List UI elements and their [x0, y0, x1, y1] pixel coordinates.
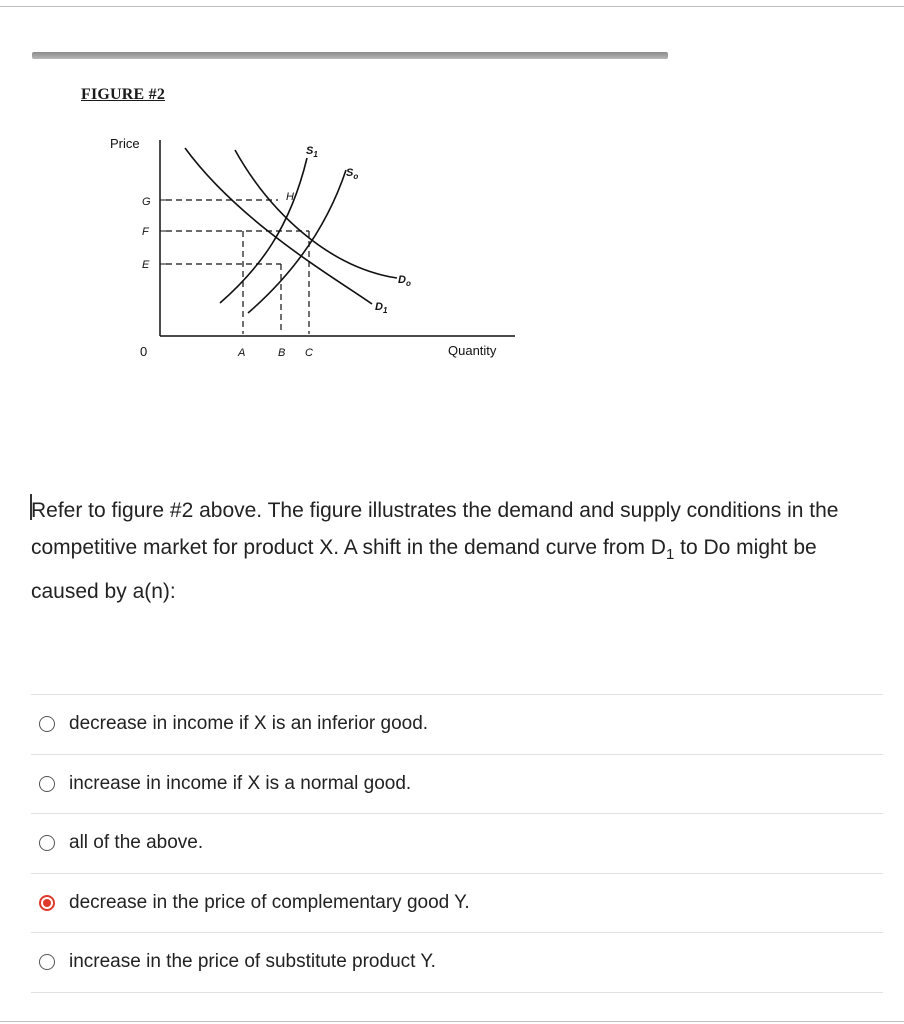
bottom-divider — [0, 1021, 904, 1022]
quantity-axis-label: Quantity — [448, 343, 497, 358]
option-2[interactable] — [31, 755, 883, 815]
option-label: decrease in income if X is an inferior good. — [69, 713, 429, 735]
supply-demand-figure — [100, 128, 530, 368]
figure-header-bar — [32, 52, 668, 59]
s0-label: $S_o$ — [346, 167, 359, 181]
price-axis-label: Price — [110, 136, 140, 151]
price-level-e: E — [142, 259, 150, 271]
option-label: increase in the price of substitute product Y. — [69, 951, 436, 973]
quantity-level-b: B — [278, 347, 286, 359]
top-divider — [0, 6, 904, 7]
radio-button[interactable] — [39, 835, 55, 851]
radio-button[interactable] — [39, 954, 55, 970]
d1-label: $D_1$ — [375, 301, 388, 315]
option-5[interactable] — [31, 933, 883, 993]
quantity-level-a: A — [238, 347, 246, 359]
question-text: Refer to figure #2 above. The figure illustrates the demand and supply conditions in the competitive market for product X. A shift in the demand curve from $D_1$ to Do might be caused by a(n): — [31, 499, 839, 604]
price-level-g: G — [142, 196, 151, 208]
option-3[interactable] — [31, 814, 883, 874]
option-1[interactable] — [31, 695, 883, 755]
option-label: increase in income if X is a normal good. — [69, 772, 412, 794]
option-label: all of the above. — [69, 832, 204, 854]
option-label: decrease in the price of complementary good Y. — [69, 891, 470, 913]
quantity-level-c: C — [305, 347, 313, 359]
intersection-h-label: H — [286, 191, 294, 203]
price-level-f: F — [142, 226, 149, 238]
radio-button-selected[interactable] — [39, 895, 55, 911]
radio-button[interactable] — [39, 776, 55, 792]
s1-label: $S_1$ — [306, 145, 318, 159]
radio-button[interactable] — [39, 716, 55, 732]
option-4[interactable] — [31, 874, 883, 934]
demand-curve-d1 — [235, 150, 397, 278]
demand-curve-d0-shifted-left — [185, 148, 372, 304]
answer-options — [31, 694, 883, 993]
origin-label: 0 — [140, 344, 148, 359]
d0-label: $D_o$ — [398, 274, 411, 288]
figure-title: FIGURE #2 — [81, 86, 166, 103]
supply-curve-s1 — [220, 158, 307, 303]
